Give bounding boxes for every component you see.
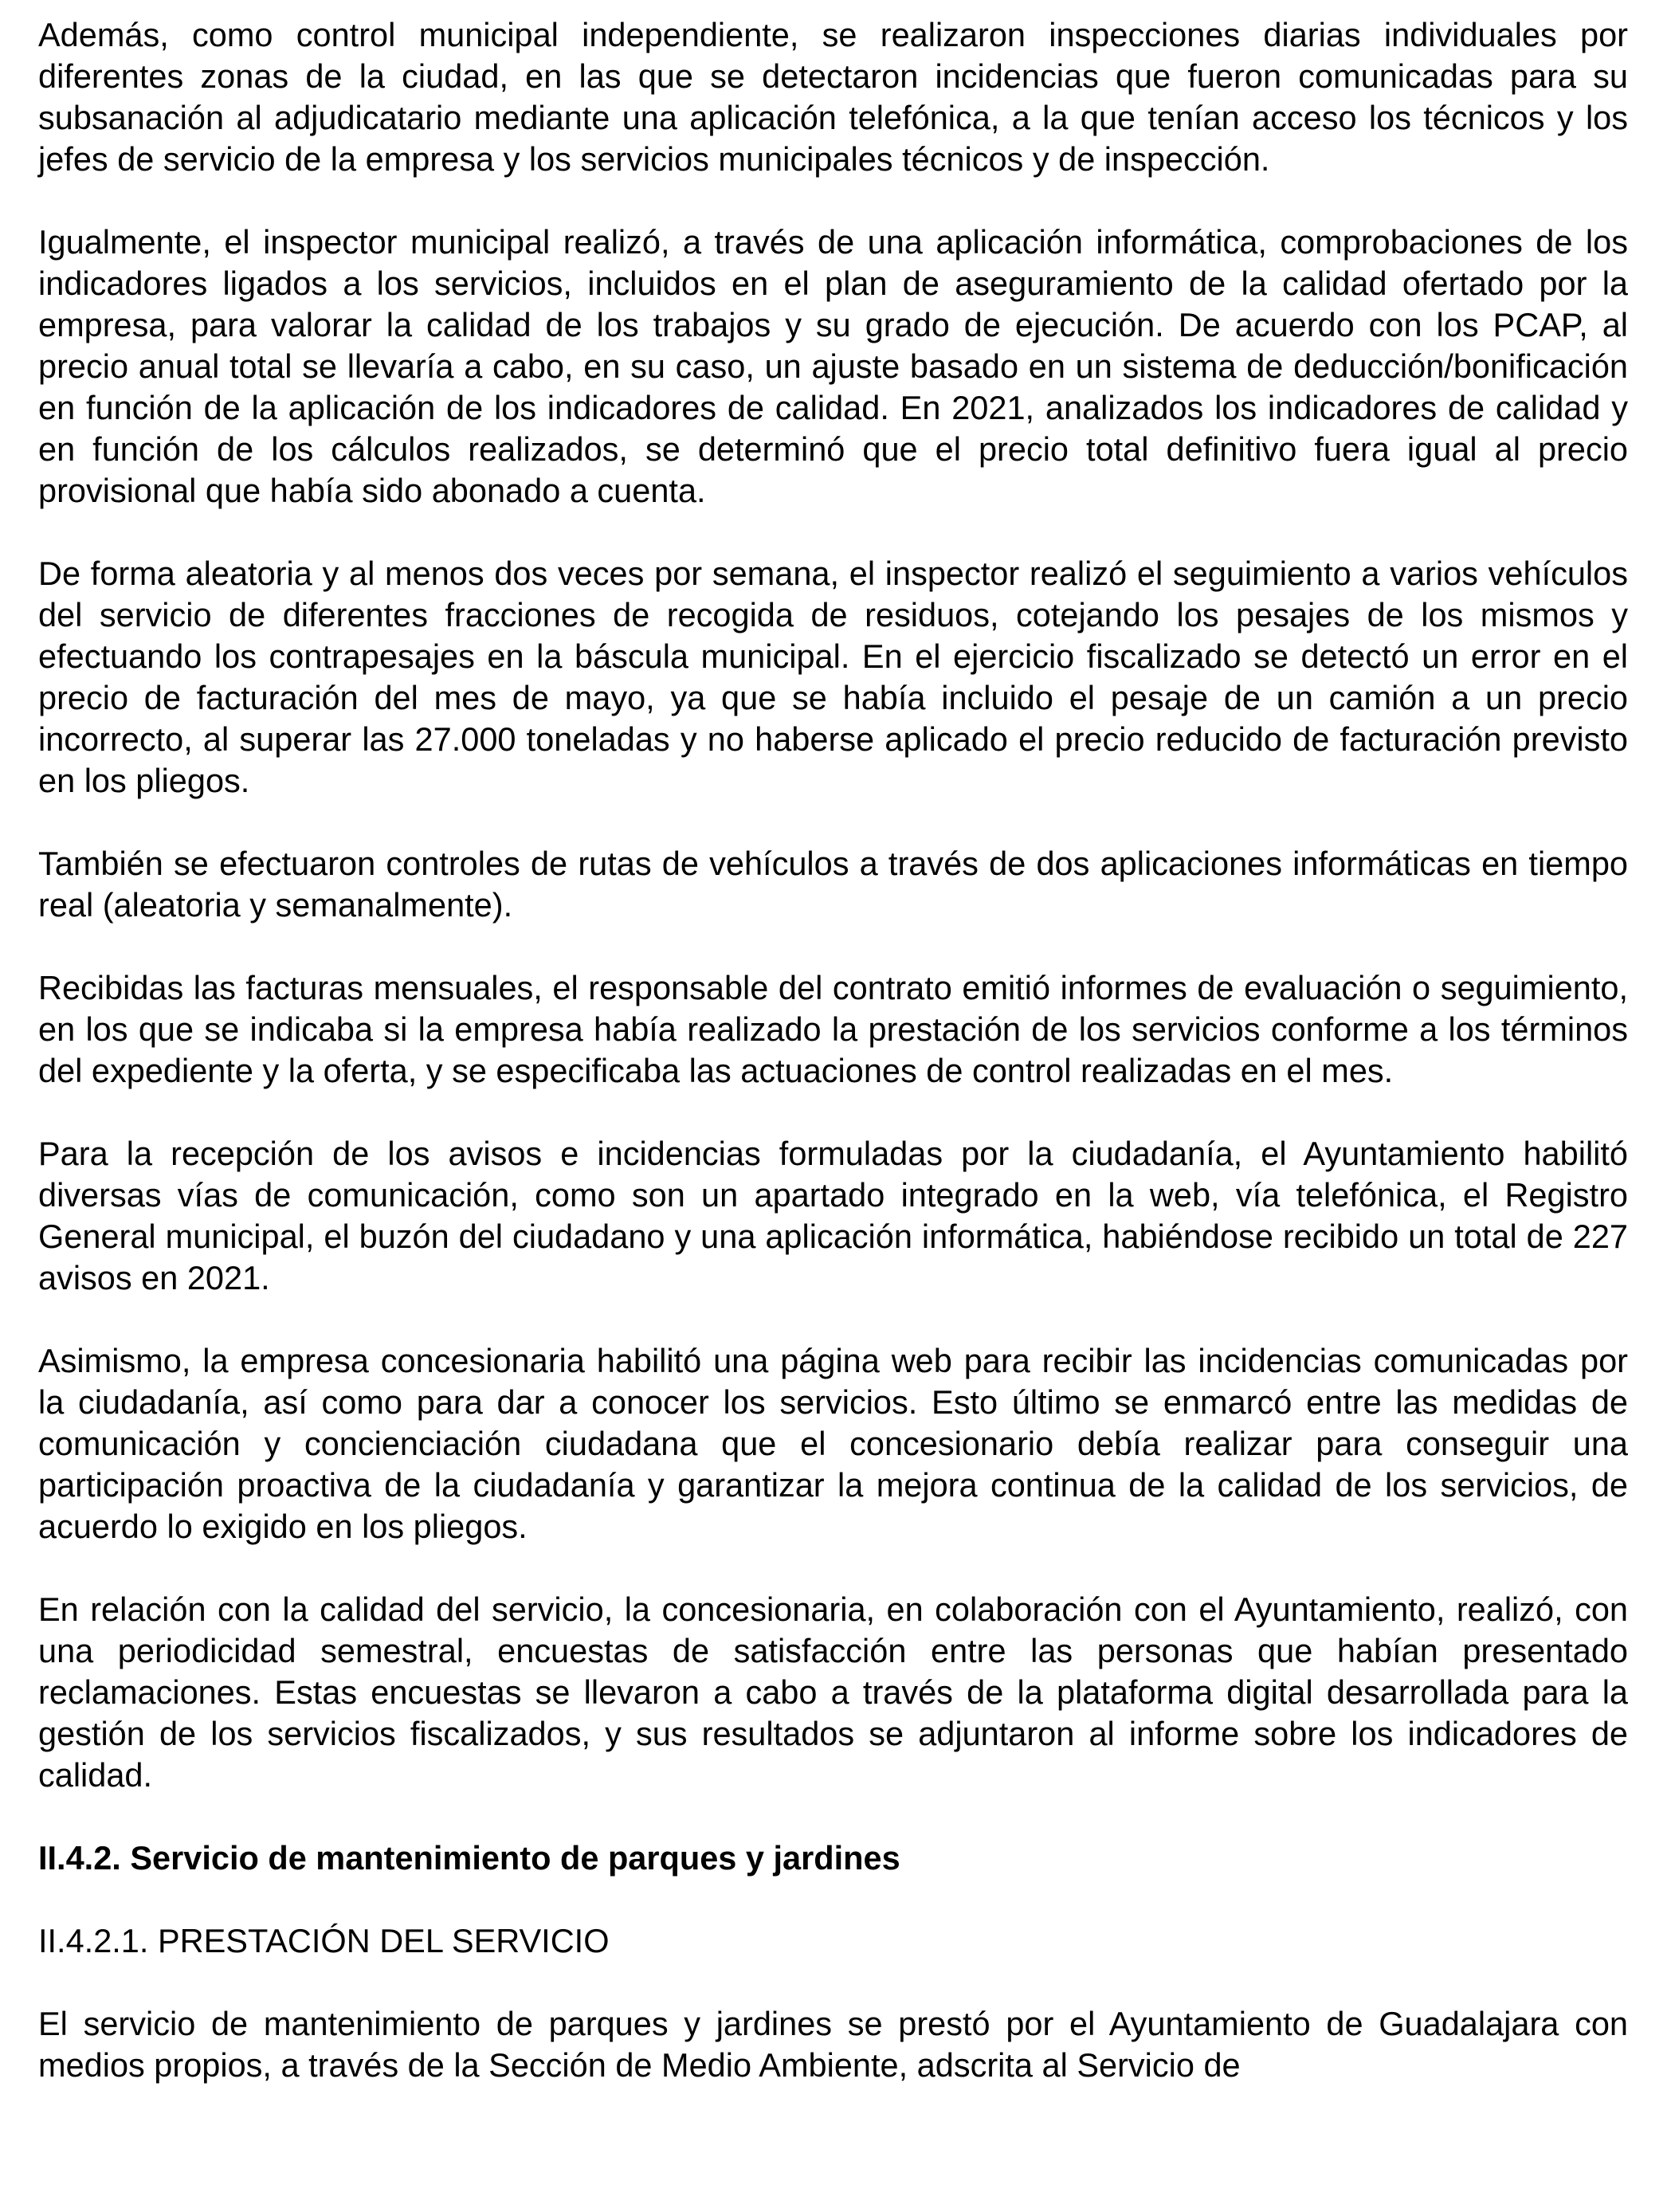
paragraph-monthly-invoices: Recibidas las facturas mensuales, el responsable del contrato emitió informes de evaluación o seguimiento, en los que se indicaba si la empresa había realizado la prestación de los servicios conforme a los términos del expediente y la oferta, y se especificaba las actuaciones de control realizadas en el mes. xyxy=(38,969,1628,1089)
section-heading: II.4.2. Servicio de mantenimiento de parques y jardines xyxy=(38,1839,900,1877)
paragraph-municipal-inspections: Además, como control municipal independiente, se realizaron inspecciones diarias individuales por diferentes zonas de la ciudad, en las que se detectaron incidencias que fueron comunicadas para su subsanación al adjudicatario mediante una aplicación telefónica, a la que tenían acceso los técnicos y los jefes de servicio de la empresa y los servicios municipales técnicos y de inspección. xyxy=(38,16,1628,178)
paragraph-route-controls: También se efectuaron controles de rutas de vehículos a través de dos aplicaciones informáticas en tiempo real (aleatoria y semanalmente). xyxy=(38,845,1628,924)
subsection-heading: II.4.2.1. PRESTACIÓN DEL SERVICIO xyxy=(38,1922,610,1959)
paragraph-satisfaction-surveys: En relación con la calidad del servicio, la concesionaria, en colaboración con el Ayuntamiento, realizó, con una periodicidad semestral, encuestas de satisfacción entre las personas que habían presentado reclamaciones. Estas encuestas se llevaron a cabo a través de la plataforma digital desarrollada para la gestión de los servicios fiscalizados, y sus resultados se adjuntaron al informe sobre los indicadores de calidad. xyxy=(38,1590,1628,1794)
paragraph-vehicle-weighing: De forma aleatoria y al menos dos veces por semana, el inspector realizó el seguimiento a varios vehículos del servicio de diferentes fracciones de recogida de residuos, cotejando los pesajes de los mismos y efectuando los contrapesajes en la báscula municipal. En el ejercicio fiscalizado se detectó un error en el precio de facturación del mes de mayo, ya que se había incluido el pesaje de un camión a un precio incorrecto, al superar las 27.000 toneladas y no haberse aplicado el precio reducido de facturación previsto en los pliegos. xyxy=(38,555,1628,799)
paragraph-company-website: Asimismo, la empresa concesionaria habilitó una página web para recibir las incidencias comunicadas por la ciudadanía, así como para dar a conocer los servicios. Esto último se enmarcó entre las medidas de comunicación y concienciación ciudadana que el concesionario debía realizar para conseguir una participación proactiva de la ciudadanía y garantizar la mejora continua de la calidad de los servicios, de acuerdo lo exigido en los pliegos. xyxy=(38,1342,1628,1545)
paragraph-quality-indicators: Igualmente, el inspector municipal realizó, a través de una aplicación informática, comprobaciones de los indicadores ligados a los servicios, incluidos en el plan de aseguramiento de la calidad ofertado por la empresa, para valorar la calidad de los trabajos y su grado de ejecución. De acuerdo con los PCAP, al precio anual total se llevaría a cabo, en su caso, un ajuste basado en un sistema de deducción/bonificación en función de la aplicación de los indicadores de calidad. En 2021, analizados los indicadores de calidad y en función de los cálculos realizados, se determinó que el precio total definitivo fuera igual al precio provisional que había sido abonado a cuenta. xyxy=(38,223,1628,509)
paragraph-citizen-notices: Para la recepción de los avisos e incidencias formuladas por la ciudadanía, el Ayuntamiento habilitó diversas vías de comunicación, como son un apartado integrado en la web, vía telefónica, el Registro General municipal, el buzón del ciudadano y una aplicación informática, habiéndose recibido un total de 227 avisos en 2021. xyxy=(38,1135,1628,1296)
document-page xyxy=(38,14,1628,2086)
paragraph-parks-service: El servicio de mantenimiento de parques y jardines se prestó por el Ayuntamiento de Guadalajara con medios propios, a través de la Sección de Medio Ambiente, adscrita al Servicio de xyxy=(38,2005,1628,2084)
